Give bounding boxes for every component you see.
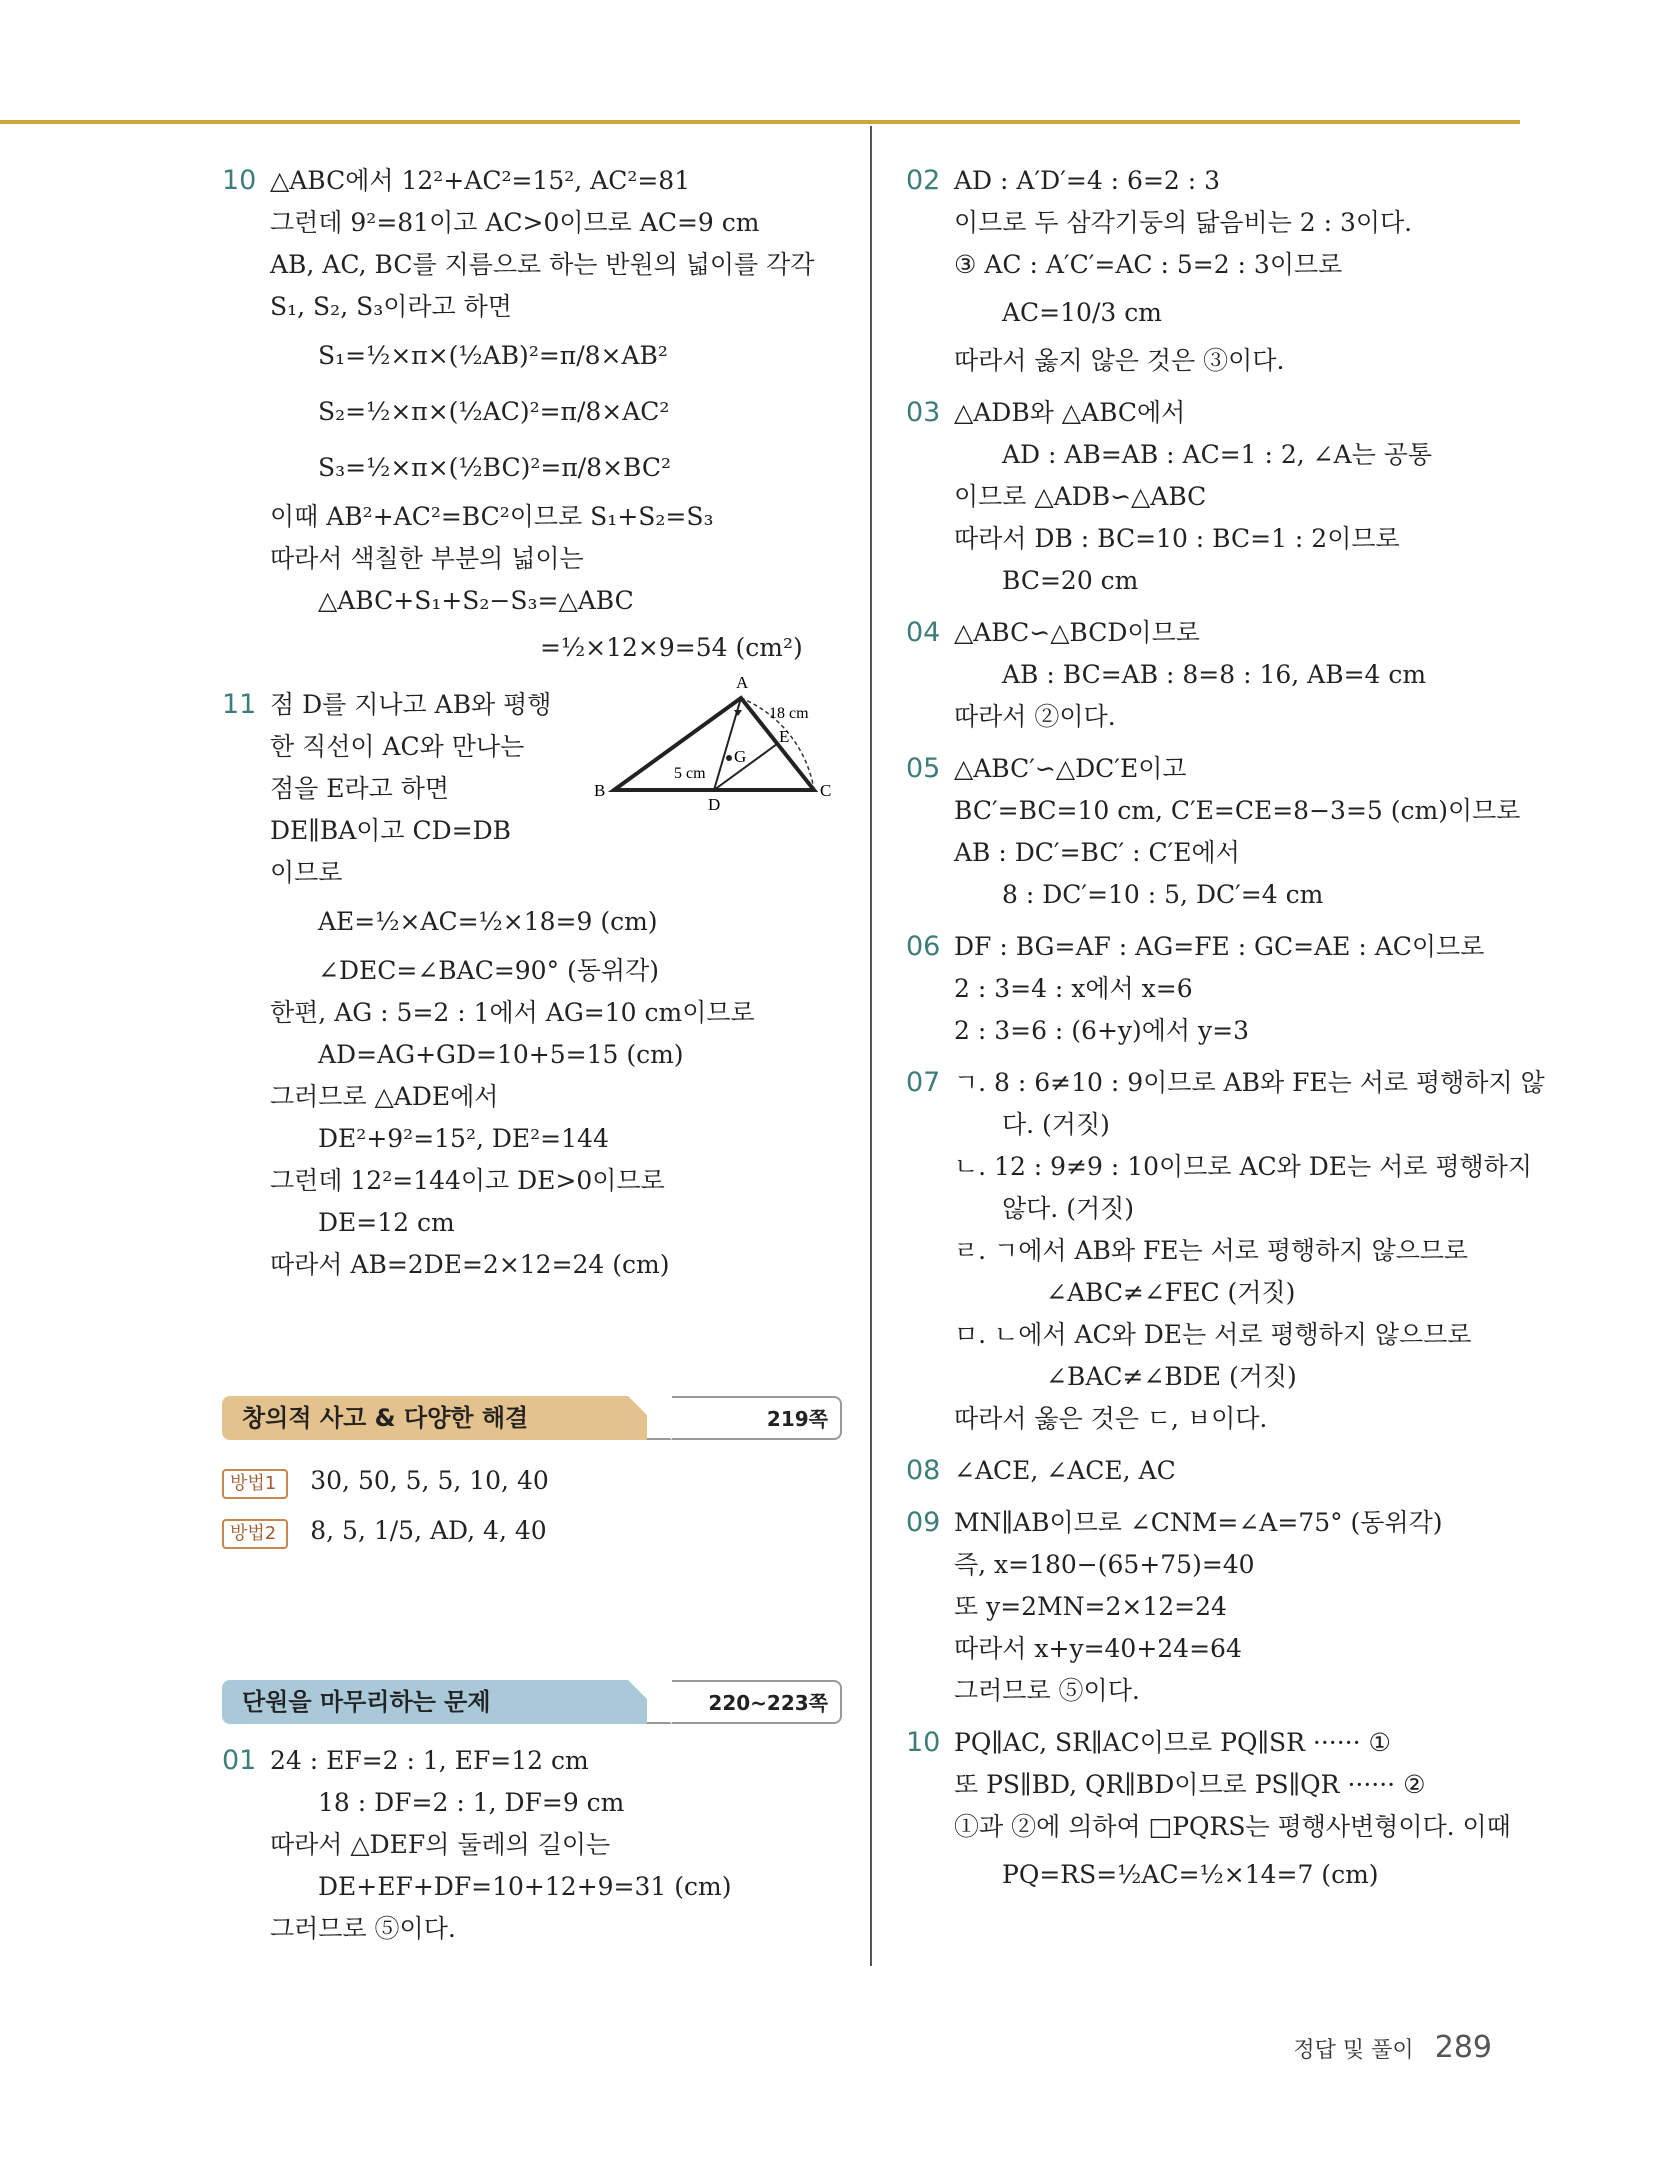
solution-line: DE=12 cm: [318, 1208, 455, 1237]
problem-number: 04: [906, 617, 941, 648]
solution-line: ∠DEC=∠BAC=90° (동위각): [318, 956, 659, 985]
header-cut: [628, 1396, 672, 1440]
solution-line: ③ AC : A′C′=AC : 5=2 : 3이므로: [954, 250, 1343, 279]
solution-line: 24 : EF=2 : 1, EF=12 cm: [270, 1746, 589, 1775]
label-b: B: [594, 781, 606, 800]
problem-10-left: [222, 160, 842, 674]
right-column: [906, 160, 1545, 1912]
formula-line: S₃=½×π×(½BC)²=π/8×BC²: [318, 453, 672, 482]
problem-number: 05: [906, 753, 941, 784]
solution-line: DE+EF+DF=10+12+9=31 (cm): [318, 1872, 732, 1901]
solution-line: 8 : DC′=10 : 5, DC′=4 cm: [1002, 880, 1324, 909]
solution-line: 다. (거짓): [1002, 1110, 1110, 1139]
method-answer: 8, 5, 1/5, AD, 4, 40: [310, 1516, 547, 1545]
solution-line: △ABC+S₁+S₂−S₃=△ABC: [318, 586, 634, 615]
solution-line: 또 PS∥BD, QR∥BD이므로 PS∥QR ······ ②: [954, 1770, 1426, 1799]
solution-line: 그런데 9²=81이고 AC>0이므로 AC=9 cm: [270, 208, 760, 237]
top-rule: [0, 120, 1520, 124]
method-tag: 방법1: [222, 1469, 288, 1499]
problem-number: 10: [906, 1727, 941, 1758]
solution-line: AB, AC, BC를 지름으로 하는 반원의 넓이를 각각: [270, 250, 815, 279]
solution-line: 않다. (거짓): [1002, 1194, 1135, 1223]
problem-number: 03: [906, 397, 941, 428]
header-cut: [628, 1680, 672, 1724]
solution-line: 따라서 색칠한 부분의 넓이는: [270, 544, 584, 573]
label-c: C: [820, 781, 832, 800]
solution-line: S₁, S₂, S₃이라고 하면: [270, 292, 512, 321]
solution-line: AD : A′D′=4 : 6=2 : 3: [954, 166, 1221, 195]
problem-09: [906, 1502, 1526, 1712]
solution-line: △ABC′∽△DC′E이고: [954, 754, 1187, 783]
problem-10-right: [906, 1722, 1526, 1902]
solution-line: PQ∥AC, SR∥AC이므로 PQ∥SR ······ ①: [954, 1728, 1391, 1757]
solution-line: 그러므로 ⑤이다.: [270, 1914, 456, 1943]
solution-line: 따라서 x+y=40+24=64: [954, 1634, 1242, 1663]
solution-line: BC=20 cm: [1002, 566, 1139, 595]
problem-number: 10: [222, 165, 257, 196]
problem-number: 11: [222, 689, 257, 720]
method-tag: 방법2: [222, 1519, 288, 1549]
label-d: D: [708, 795, 721, 814]
solution-line: ∠BAC≠∠BDE (거짓): [1046, 1362, 1297, 1391]
solution-line: 한편, AG : 5=2 : 1에서 AG=10 cm이므로: [270, 998, 755, 1027]
solution-line: DE∥BA이고 CD=DB: [270, 816, 512, 845]
solution-line: 이때 AB²+AC²=BC²이므로 S₁+S₂=S₃: [270, 502, 714, 531]
problem-08: [906, 1450, 1526, 1492]
left-column: [222, 160, 842, 1960]
section-title: 단원을 마무리하는 문제: [242, 1688, 491, 1716]
solution-line: ∠ABC≠∠FEC (거짓): [1046, 1278, 1296, 1307]
solution-line: 따라서 옳지 않은 것은 ③이다.: [954, 346, 1285, 375]
solution-line: ①과 ②에 의하여 □PQRS는 평행사변형이다. 이때: [954, 1812, 1511, 1841]
solution-line: AB : BC=AB : 8=8 : 16, AB=4 cm: [1002, 660, 1427, 689]
solution-line: △ADB와 △ABC에서: [954, 398, 1186, 427]
solution-line: ㄴ. 12 : 9≠9 : 10이므로 AC와 DE는 서로 평행하지: [954, 1152, 1532, 1181]
formula-line: S₁=½×π×(½AB)²=π/8×AB²: [318, 341, 668, 370]
solution-line: AE=½×AC=½×18=9 (cm): [318, 907, 658, 936]
problem-03: [906, 392, 1526, 602]
section-page: 219쪽: [766, 1407, 828, 1431]
label-e: E: [779, 727, 790, 746]
solution-line: AD : AB=AB : AC=1 : 2, ∠A는 공통: [1002, 440, 1433, 469]
section-title: 창의적 사고 & 다양한 해결: [242, 1404, 529, 1432]
problem-number: 09: [906, 1507, 941, 1538]
solution-line: 이므로 두 삼각기둥의 닮음비는 2 : 3이다.: [954, 208, 1413, 237]
solution-line: AB : DC′=BC′ : C′E에서: [954, 838, 1240, 867]
solution-line: =½×12×9=54 (cm²): [540, 633, 803, 662]
problem-01: [222, 1740, 842, 1950]
solution-line: PQ=RS=½AC=½×14=7 (cm): [1002, 1860, 1379, 1889]
footer-title: 정답 및 풀이: [1293, 2038, 1414, 2063]
page-footer: [1293, 2030, 1492, 2065]
solution-line: 따라서 ②이다.: [954, 702, 1116, 731]
method-2: [222, 1506, 842, 1556]
label-18cm: 18 cm: [769, 705, 809, 722]
problem-number: 01: [222, 1745, 257, 1776]
solution-line: 그러므로 △ADE에서: [270, 1082, 499, 1111]
method-1: [222, 1456, 842, 1506]
centroid-point: [726, 755, 732, 761]
problem-04: [906, 612, 1526, 738]
problem-number: 02: [906, 165, 941, 196]
solution-line: 이므로 △ADB∽△ABC: [954, 482, 1207, 511]
problem-07: [906, 1062, 1545, 1440]
solution-line: ㅁ. ㄴ에서 AC와 DE는 서로 평행하지 않으므로: [954, 1320, 1472, 1349]
solution-line: 그러므로 ⑤이다.: [954, 1676, 1140, 1705]
problem-number: 06: [906, 931, 941, 962]
solution-line: 따라서 △DEF의 둘레의 길이는: [270, 1830, 611, 1859]
solution-line: 이므로: [270, 858, 343, 887]
solution-line: AD=AG+GD=10+5=15 (cm): [318, 1040, 684, 1069]
solution-line: DE²+9²=15², DE²=144: [318, 1124, 609, 1153]
problem-06: [906, 926, 1526, 1052]
solution-line: ㄱ. 8 : 6≠10 : 9이므로 AB와 FE는 서로 평행하지 않: [954, 1068, 1545, 1097]
problem-number: 07: [906, 1067, 941, 1098]
solution-line: 점을 E라고 하면: [270, 774, 450, 803]
unit-review-header: [222, 1680, 842, 1726]
formula-line: S₂=½×π×(½AC)²=π/8×AC²: [318, 397, 670, 426]
problem-11: [222, 673, 842, 1286]
solution-line: ㄹ. ㄱ에서 AB와 FE는 서로 평행하지 않으므로: [954, 1236, 1469, 1265]
column-divider: [870, 126, 872, 1966]
solution-line: 18 : DF=2 : 1, DF=9 cm: [318, 1788, 625, 1817]
problem-05: [906, 748, 1526, 916]
label-5cm: 5 cm: [674, 765, 706, 782]
creative-thinking-header: [222, 1396, 842, 1442]
solution-line: AC=10/3 cm: [1002, 298, 1162, 327]
solution-line: 또 y=2MN=2×12=24: [954, 1592, 1227, 1621]
solution-line: 따라서 DB : BC=10 : BC=1 : 2이므로: [954, 524, 1400, 553]
solution-line: 한 직선이 AC와 만나는: [270, 732, 525, 761]
solution-line: ∠ACE, ∠ACE, AC: [954, 1456, 1176, 1485]
solution-line: 점 D를 지나고 AB와 평행: [270, 690, 552, 719]
solution-line: DF : BG=AF : AG=FE : GC=AE : AC이므로: [954, 932, 1485, 961]
triangle-figure: [584, 670, 834, 820]
method-answer: 30, 50, 5, 5, 10, 40: [310, 1466, 549, 1495]
problem-02: [906, 160, 1526, 382]
label-a: A: [736, 673, 749, 692]
solution-line: 따라서 AB=2DE=2×12=24 (cm): [270, 1250, 670, 1279]
section-page: 220~223쪽: [708, 1691, 828, 1715]
solution-line: 2 : 3=6 : (6+y)에서 y=3: [954, 1016, 1250, 1045]
solution-line: BC′=BC=10 cm, C′E=CE=8−3=5 (cm)이므로: [954, 796, 1521, 825]
solution-line: 그런데 12²=144이고 DE>0이므로: [270, 1166, 665, 1195]
problem-number: 08: [906, 1455, 941, 1486]
solution-line: △ABC∽△BCD이므로: [954, 618, 1200, 647]
solution-line: △ABC에서 12²+AC²=15², AC²=81: [270, 166, 691, 195]
solution-line: 2 : 3=4 : x에서 x=6: [954, 974, 1193, 1003]
solution-line: 따라서 옳은 것은 ㄷ, ㅂ이다.: [954, 1404, 1268, 1433]
label-g: G: [734, 747, 747, 766]
page-number: 289: [1434, 2030, 1492, 2065]
solution-line: MN∥AB이므로 ∠CNM=∠A=75° (동위각): [954, 1508, 1443, 1537]
solution-line: 즉, x=180−(65+75)=40: [954, 1550, 1255, 1579]
